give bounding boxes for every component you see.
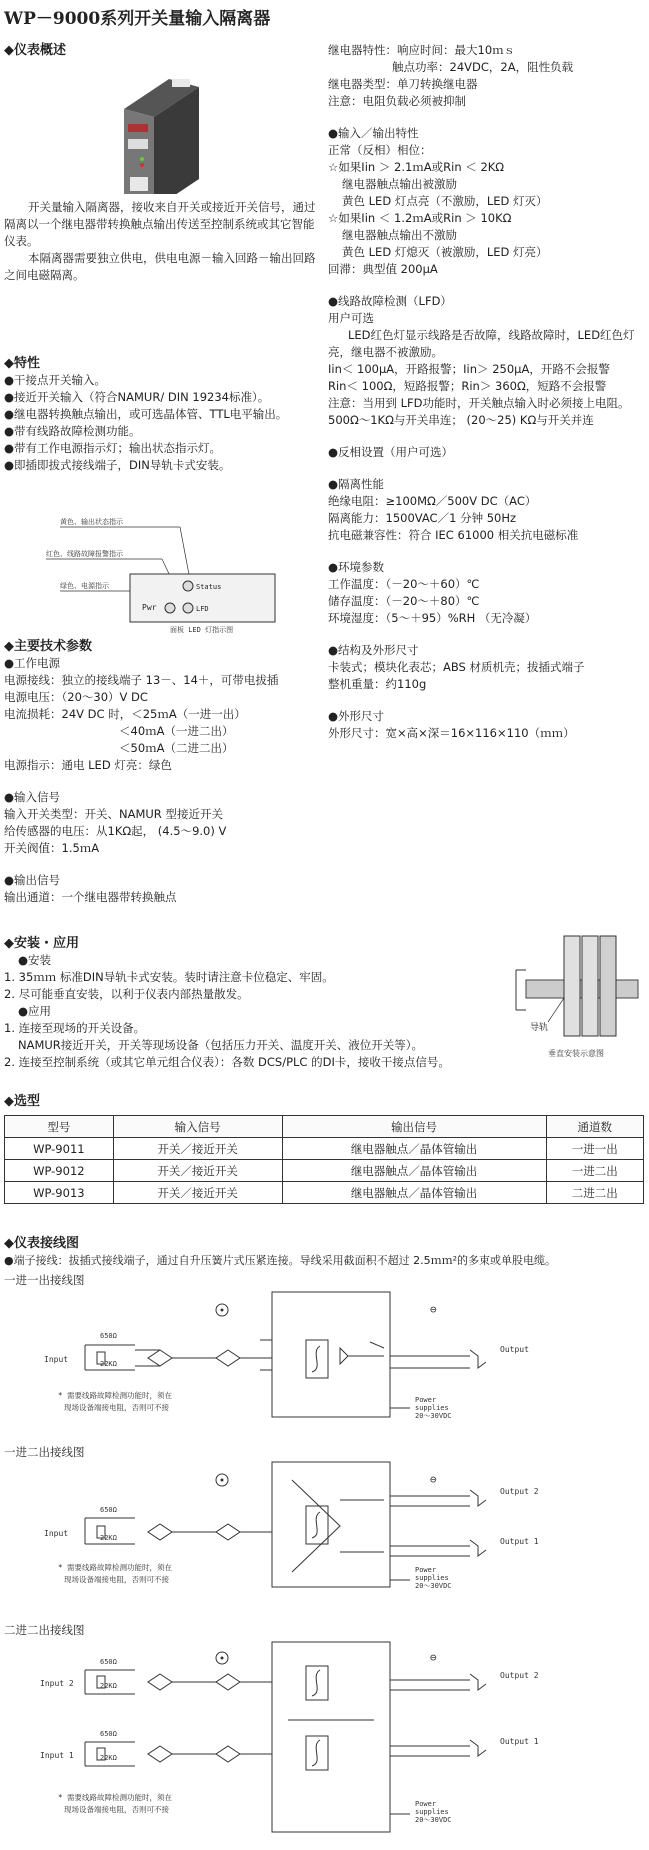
r2-label: 22KΩ: [100, 1682, 117, 1690]
iso-line: 隔离能力：1500VAC／1 分钟 50Hz: [328, 511, 517, 525]
table-header: 输出信号: [282, 1116, 546, 1138]
wiring-heading: ◆ 仪表接线图: [4, 1232, 79, 1251]
io-line: 继电器触点输出被激励: [342, 177, 457, 191]
power-line: 电源指示：通电 LED 灯亮：绿色: [4, 758, 172, 772]
struct-line: 卡装式；模块化表芯；ABS 材质机壳；拔插式端子: [328, 660, 585, 674]
ground-icon: ⊖: [430, 1473, 437, 1486]
phase-title: ● 反相设置（用户可选）: [328, 444, 646, 461]
output2-label: Output 2: [500, 1487, 539, 1496]
io-line: ☆ 如果Iin ＞ 2.1ｍA或Rin ＜ 2KΩ: [328, 159, 646, 176]
table-cell: 开关／接近开关: [113, 1160, 282, 1182]
pwr-text: Pwr: [142, 603, 157, 612]
footnote: 现场设备端接电阻，否则可不接: [64, 1403, 169, 1412]
rail-label: 导轨: [530, 1023, 549, 1033]
relay-line: 触点功率：24VDC，2A，阻性负载: [392, 60, 574, 74]
rail-caption: 垂直安装示意图: [548, 1049, 604, 1058]
footnote: * 需要线路故障检测功能时，须在: [58, 1391, 173, 1400]
iso-line: 抗电磁兼容性：符合 IEC 61000 相关抗电磁标准: [328, 528, 579, 542]
footnote: 现场设备端接电阻，否则可不接: [64, 1805, 169, 1814]
table-cell: WP-9013: [5, 1182, 114, 1204]
lfd-line: LED红色灯显示线路是否故障，线路故障时，LED红色灯亮，继电器不被激励。: [328, 328, 635, 359]
power-label: supplies: [415, 1808, 449, 1816]
footnote: * 需要线路故障检测功能时，须在: [58, 1793, 173, 1802]
table-row: [5, 1138, 644, 1160]
struct-line: 整机重量：约110g: [328, 677, 427, 691]
feature-item: ● 接近开关输入（符合NAMUR/ DIN 19234标准）。: [4, 389, 322, 406]
features-section: [4, 355, 322, 474]
table-header-row: [5, 1116, 644, 1138]
table-cell: 继电器触点／晶体管输出: [282, 1138, 546, 1160]
io-line: 回滞：典型值 200μA: [328, 262, 438, 276]
inst-line: 1. 35ｍｍ 标准DIN导轨卡式安装。装时请注意卡位稳定、牢固。: [4, 970, 334, 984]
table-cell: WP-9011: [5, 1138, 114, 1160]
status-led: [183, 581, 193, 591]
power-title: ● 工作电源: [4, 655, 334, 672]
table-cell: 开关／接近开关: [113, 1182, 282, 1204]
input-line: 输入开关类型：开关、NAMUR 型接近开关: [4, 807, 223, 821]
relay-line: 注意：电阻负载必须被抑制: [328, 94, 466, 108]
table-row: [5, 1160, 644, 1182]
power-label: Power: [415, 1566, 437, 1574]
status-text: Status: [196, 583, 222, 591]
feature-item: ● 干接点开关输入。: [4, 372, 322, 389]
output2-label: Output 2: [500, 1671, 539, 1680]
panel-led-diagram: [30, 512, 290, 634]
lfd-led: [183, 603, 193, 613]
rail-illustration: [508, 930, 648, 1062]
lfd-line: 500Ω～1KΩ与开关串连； (20～25) KΩ与开关并连: [328, 413, 594, 427]
diagram-1-title: 一进一出接线图: [4, 1273, 85, 1287]
overview-para2: 本隔离器需要独立供电，供电电源－输入回路－输出回路之间电磁隔离。: [4, 251, 316, 282]
overview-para1: 开关量输入隔离器，接收来自开关或接近开关信号，通过隔离以一个继电器带转换触点输出传送至控制系统或其它智能仪表。: [4, 200, 316, 248]
power-line: 电源接线：独立的接线端子 13－、14＋，可带电拔插: [4, 673, 279, 687]
feature-item: ● 继电器转换触点输出，或可选晶体管、TTL电平输出。: [4, 406, 322, 423]
panel-label-red: 红色、线路故障报警指示: [46, 550, 123, 558]
product-image: [4, 59, 322, 194]
iso-line: 绝缘电阻：≥100MΩ／500V DC（AC）: [328, 494, 537, 508]
power-label: 20～30VDC: [415, 1816, 452, 1824]
table-header: 通道数: [546, 1116, 643, 1138]
struct-title: ● 结构及外形尺寸: [328, 642, 646, 659]
install-section: [4, 935, 504, 1071]
power-line: ＜50ｍA（二进二出）: [119, 741, 234, 755]
wiring-diagram-3: [0, 1638, 649, 1848]
env-title: ● 环境参数: [328, 559, 646, 576]
env-line: 储存温度：（－20～＋80）℃: [328, 594, 480, 608]
table-cell: 二进二出: [546, 1182, 643, 1204]
io-title: ● 输入／输出特性: [328, 125, 646, 142]
input2-label: Input 2: [40, 1679, 74, 1688]
table-cell: 开关／接近开关: [113, 1138, 282, 1160]
r1-label: 650Ω: [100, 1332, 117, 1340]
output-label: Output: [500, 1345, 529, 1354]
features-heading: ◆ 特性: [4, 355, 322, 372]
table-cell: 继电器触点／晶体管输出: [282, 1160, 546, 1182]
app-line: NAMUR接近开关，开关等现场设备（包括压力开关、温度开关、液位开关等）。: [18, 1038, 424, 1052]
power-label: 20～30VDC: [415, 1582, 452, 1590]
app-line: 1. 连接至现场的开关设备。: [4, 1021, 146, 1035]
iso-title: ● 隔离性能: [328, 476, 646, 493]
footnote: 现场设备端接电阻，否则可不接: [64, 1575, 169, 1584]
inst-line: 2. 尽可能垂直安装，以利于仪表内部热量散发。: [4, 987, 249, 1001]
overview-section: [4, 42, 322, 284]
input-title: ● 输入信号: [4, 789, 334, 806]
lfd-line: Rin＜ 100Ω，短路报警；Rin＞ 360Ω，短路不会报警: [328, 379, 607, 393]
output1-label: Output 1: [500, 1737, 539, 1746]
input1-label: Input 1: [40, 1751, 74, 1760]
table-cell: WP-9012: [5, 1160, 114, 1182]
overview-heading: ◆ 仪表概述: [4, 42, 322, 59]
lfd-line: 注意：当用到 LFD功能时，开关触点输入时必须接上电阻。: [328, 396, 630, 410]
wiring-diagram-2: [0, 1460, 649, 1610]
feature-item: ● 带有线路故障检测功能。: [4, 423, 322, 440]
pwr-led: [165, 603, 175, 613]
io-line: 黄色 LED 灯点亮（不激励，LED 灯灭）: [342, 194, 548, 208]
wiring-diagram-1: [0, 1290, 649, 1440]
feature-item: ● 带有工作电源指示灯；输出状态指示灯。: [4, 440, 322, 457]
table-row: [5, 1182, 644, 1204]
relay-line: 继电器类型：单刀转换继电器: [328, 77, 478, 91]
selection-table: [4, 1115, 644, 1204]
panel-label-green: 绿色、电源指示: [60, 582, 109, 590]
app-title: ● 应用: [4, 1003, 504, 1020]
input-line: 开关阀值：1.5ｍA: [4, 841, 100, 855]
output1-label: Output 1: [500, 1537, 539, 1546]
input-label: Input: [44, 1355, 69, 1364]
feature-item: ● 即插即拔式接线端子，DIN导轨卡式安装。: [4, 457, 322, 474]
table-cell: 一进一出: [546, 1138, 643, 1160]
dim-line: 外形尺寸：宽×高×深＝16×116×110（ｍｍ）: [328, 726, 575, 740]
power-label: Power: [415, 1396, 437, 1404]
page-title: WP－9000系列开关量输入隔离器: [4, 9, 271, 29]
r2-label: 22KΩ: [100, 1754, 117, 1762]
input-line: 给传感器的电压：从1KΩ起， (4.5～9.0) V: [4, 824, 227, 838]
lfd-title: ● 线路故障检测（LFD）: [328, 293, 646, 310]
diagram-3-title: 二进二出接线图: [4, 1623, 85, 1637]
table-cell: 一进二出: [546, 1160, 643, 1182]
specs-heading: ◆ 主要技术参数: [4, 638, 334, 655]
env-line: 工作温度：（－20～＋60）℃: [328, 577, 480, 591]
specs-section: [4, 638, 334, 906]
table-header: 输入信号: [113, 1116, 282, 1138]
app-line: 2. 连接至控制系统（或其它单元组合仪表）：各数 DCS/PLC 的DI卡，接收干接点信号。: [4, 1055, 450, 1069]
io-line: 正常（反相）相位：: [328, 143, 432, 157]
selection-heading: ◆ 选型: [4, 1090, 40, 1109]
table-header: 型号: [5, 1116, 114, 1138]
right-column: [328, 42, 646, 742]
io-line: 继电器触点输出不激励: [342, 228, 457, 242]
input-label: Input: [44, 1529, 69, 1538]
lfd-line: Iin＜ 100μA，开路报警；Iin＞ 250μA，开路不会报警: [328, 362, 610, 376]
power-label: Power: [415, 1800, 437, 1808]
relay-line: 继电器特性：响应时间：最大10ｍｓ: [328, 43, 516, 57]
r2-label: 22KΩ: [100, 1360, 117, 1368]
output-title: ● 输出信号: [4, 872, 334, 889]
panel-caption: 面板 LED 灯指示图: [170, 626, 234, 634]
wiring-note: ● 端子接线：拔插式接线端子，通过自升压簧片式压紧连接。导线采用截面积不超过 2.5ｍｍ²的多束或单股电缆。: [4, 1252, 649, 1268]
r1-label: 650Ω: [100, 1658, 117, 1666]
power-line: 电流损耗：24V DC 时，＜25ｍA（一进一出）: [4, 707, 246, 721]
lfd-text: LFD: [196, 605, 209, 613]
diagram-2-title: 一进二出接线图: [4, 1445, 85, 1459]
power-label: supplies: [415, 1574, 449, 1582]
r1-label: 650Ω: [100, 1506, 117, 1514]
power-label: supplies: [415, 1404, 449, 1412]
io-line: ☆ 如果Iin ＜ 1.2ｍA或Rin ＞ 10KΩ: [328, 210, 646, 227]
panel-label-yellow: 黄色、输出状态指示: [60, 518, 123, 526]
env-line: 环境湿度：（5～＋95）%RH （无冷凝）: [328, 611, 537, 625]
dim-title: ● 外形尺寸: [328, 708, 646, 725]
footnote: * 需要线路故障检测功能时，须在: [58, 1563, 173, 1572]
io-line: 黄色 LED 灯熄灭（被激励，LED 灯亮）: [342, 245, 548, 259]
ground-icon: ⊖: [430, 1303, 437, 1316]
lfd-line: 用户可选: [328, 311, 374, 325]
table-cell: 继电器触点／晶体管输出: [282, 1182, 546, 1204]
output-line: 输出通道：一个继电器带转换触点: [4, 890, 177, 904]
inst-title: ● 安装: [4, 952, 504, 969]
power-line: 电源电压：（20～30）V DC: [4, 690, 148, 704]
power-label: 20～30VDC: [415, 1412, 452, 1420]
r1-label: 650Ω: [100, 1730, 117, 1738]
power-line: ＜40ｍA（一进二出）: [119, 724, 234, 738]
ground-icon: ⊖: [430, 1651, 437, 1664]
r2-label: 22KΩ: [100, 1534, 117, 1542]
install-heading: ◆ 安装・应用: [4, 935, 504, 952]
